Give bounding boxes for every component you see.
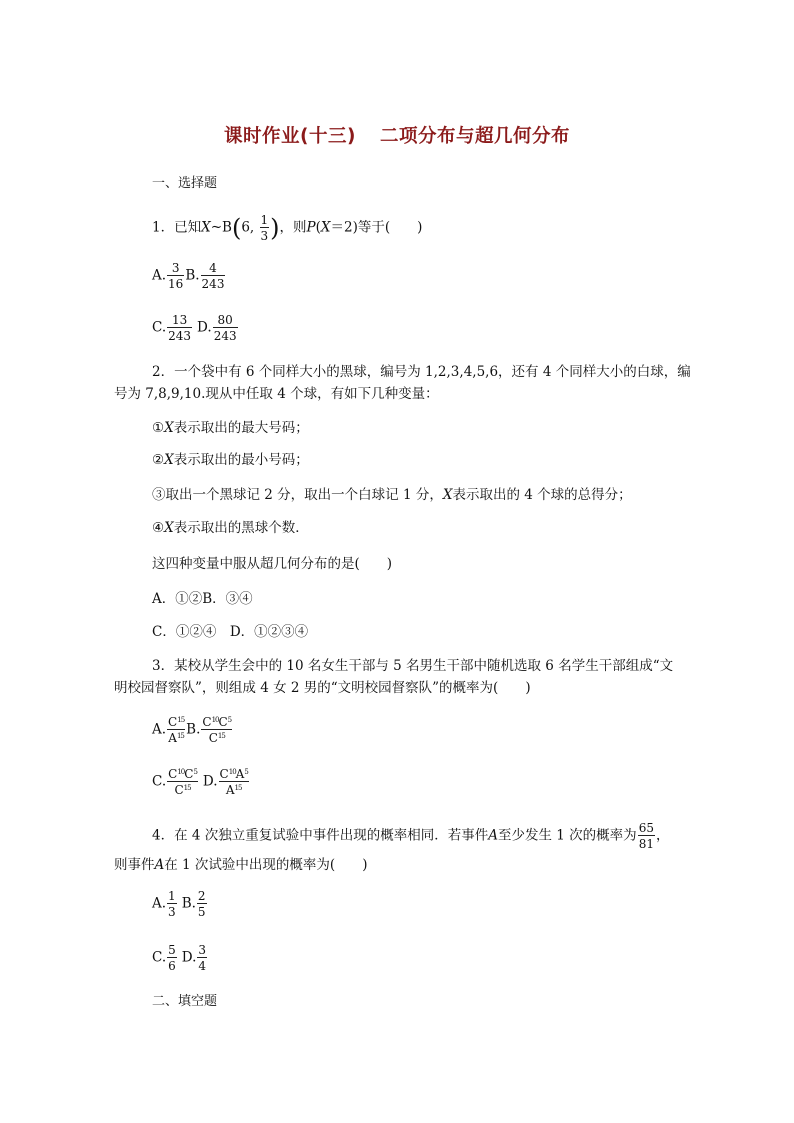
q2-line-2: 号为 7,8,9,10.现从中任取 4 个球，有如下几种变量： — [114, 386, 439, 402]
q3-options-cd: C. $\frac{C^{10}C^5}{C^{15}}$ D. $\frac{C^{10}A^5}{A^{15}}$ — [152, 767, 248, 797]
page-title — [0, 122, 794, 148]
q2-item-2: ②X表示取出的最小号码； — [152, 452, 309, 468]
title-left: 课时作业(十三) — [224, 126, 356, 147]
q3-line-1: 3．某校从学生会中的 10 名女生干部与 5 名男生干部中随机选取 6 名学生干部组成“文 — [152, 658, 674, 674]
q2-question: 这四种变量中服从超几何分布的是( ) — [152, 556, 393, 572]
q4-line-2: 则事件A在 1 次试验中出现的概率为( ) — [114, 857, 368, 873]
q1-options-cd: C. $\frac{13}{243}$ D. $\frac{80}{243}$ — [152, 313, 237, 343]
q2-options-ab: A．①②B．③④ — [152, 591, 253, 607]
fraction: $\frac{1}{3}$ — [260, 213, 269, 243]
section-choice: 一、选择题 — [152, 176, 218, 191]
section-fill: 二、填空题 — [152, 994, 218, 1009]
q3-line-2: 明校园督察队”，则组成 4 女 2 男的“文明校园督察队”的概率为( ) — [114, 680, 531, 696]
q3-options-ab: A. $\frac{C^{15}}{A^{15}}$ B. $\frac{C^{10}C^5}{C^{15}}$ — [152, 715, 232, 745]
q2-item-1: ①X表示取出的最大号码； — [152, 420, 309, 436]
q1-options-ab: A. $\frac{3}{16}$ B. $\frac{4}{243}$ — [152, 261, 225, 291]
q4-line-1: 4．在 4 次独立重复试验中事件出现的概率相同．若事件A至少发生 1 次的概率为 $\frac{65}{81}$ ， — [152, 821, 670, 851]
q2-item-4: ④X表示取出的黑球个数． — [152, 520, 309, 536]
q4-options-ab: A. $\frac{1}{3}$ B. $\frac{2}{5}$ — [152, 889, 206, 919]
q2-item-3: ③取出一个黑球记 2 分，取出一个白球记 1 分，X表示取出的 4 个球的总得分； — [152, 487, 632, 503]
title-right: 二项分布与超几何分布 — [379, 126, 570, 147]
question-1: 1．已知X~B(6, $\frac{1}{3}$ )，则P(X＝2)等于( ) — [152, 213, 423, 243]
q2-line-1: 2．一个袋中有 6 个同样大小的黑球，编号为 1,2,3,4,5,6，还有 4 个同样大小的白球，编 — [152, 364, 691, 380]
q2-options-cd: C．①②④ D．①②③④ — [152, 624, 309, 640]
q4-options-cd: C. $\frac{5}{6}$ D. $\frac{3}{4}$ — [152, 943, 207, 973]
